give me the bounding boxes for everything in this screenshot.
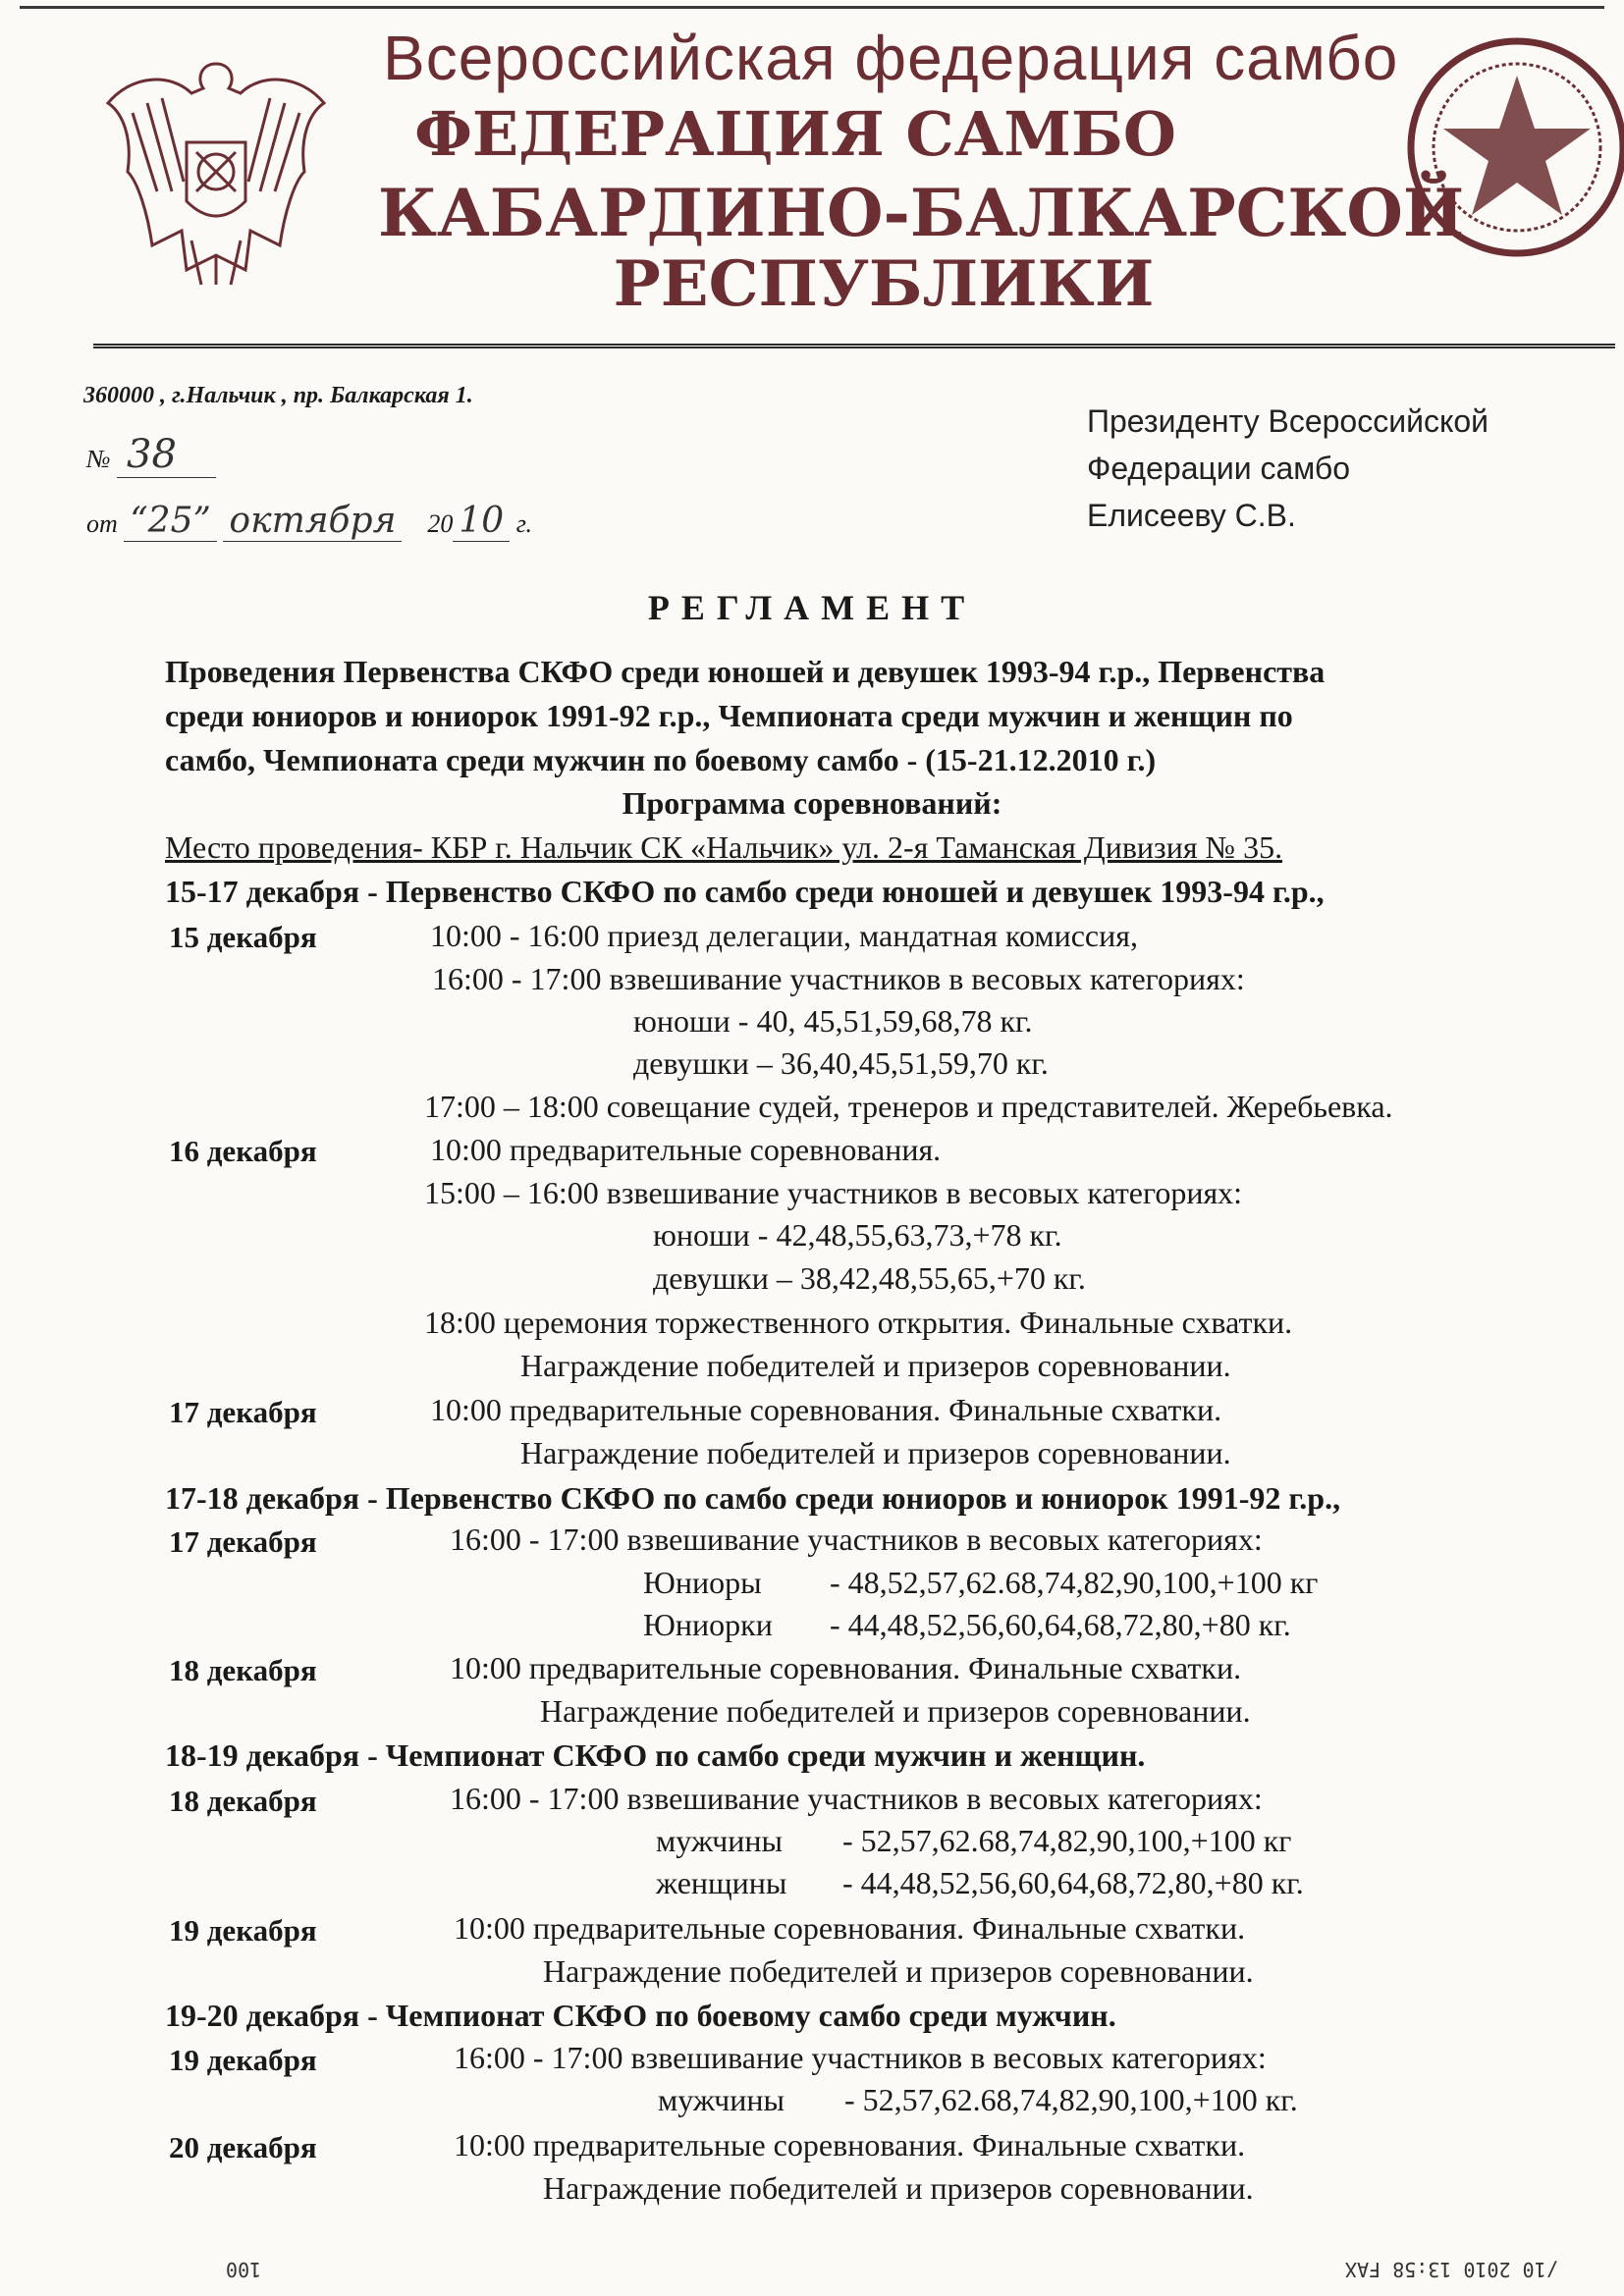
day-label: 15 декабря bbox=[169, 920, 317, 954]
schedule-line: Награждение победителей и призеров соревновании. bbox=[520, 1348, 1231, 1383]
weight-row-value: - 52,57,62.68,74,82,90,100,+100 кг bbox=[842, 1823, 1292, 1858]
schedule-line: Награждение победителей и призеров соревновании. bbox=[543, 1953, 1254, 1989]
schedule-line: 10:00 - 16:00 приезд делегации, мандатная комиссия, bbox=[430, 918, 1138, 953]
subtitle-line1: Проведения Первенства СКФО среди юношей и девушек 1993-94 г.р., Первенства bbox=[165, 654, 1326, 689]
number-label: № bbox=[86, 445, 111, 473]
schedule-line: 10:00 предварительные соревнования. bbox=[430, 1132, 942, 1167]
schedule-line: 17:00 – 18:00 совещание судей, тренеров и представителей. Жеребьевка. bbox=[424, 1089, 1393, 1124]
eagle-coat-of-arms-icon bbox=[93, 44, 339, 290]
section-head: 15-17 декабря - Первенство СКФО по самбо среди юношей и девушек 1993-94 г.р., bbox=[165, 874, 1325, 909]
date-day: “25” bbox=[124, 501, 217, 542]
schedule-line: Награждение победителей и призеров соревновании. bbox=[540, 1693, 1251, 1729]
schedule-line: 10:00 предварительные соревнования. Финальные схватки. bbox=[454, 1910, 1246, 1946]
fax-footer-left: 100 bbox=[226, 2258, 262, 2281]
date-year-suffix: 10 bbox=[453, 501, 510, 542]
addressee-line2: Федерации самбо bbox=[1087, 451, 1351, 486]
schedule-line: 16:00 - 17:00 взвешивание участников в весовых категориях: bbox=[450, 1522, 1263, 1557]
section-head: 19-20 декабря - Чемпионат СКФО по боевому самбо среди мужчин. bbox=[165, 1998, 1116, 2033]
weight-line: юноши - 40, 45,51,59,68,78 кг. bbox=[633, 1003, 1033, 1039]
subtitle-line2: среди юниоров и юниорок 1991-92 г.р., Чемпионата среди мужчин и женщин по bbox=[165, 698, 1293, 733]
day-label: 17 декабря bbox=[169, 1524, 317, 1559]
weight-row-value: - 44,48,52,56,60,64,68,72,80,+80 кг. bbox=[830, 1607, 1291, 1642]
schedule-line: 15:00 – 16:00 взвешивание участников в весовых категориях: bbox=[424, 1175, 1243, 1210]
weight-row bbox=[656, 1823, 1291, 1859]
weight-line: юноши - 42,48,55,63,73,+78 кг. bbox=[653, 1217, 1062, 1253]
day-label: 18 декабря bbox=[169, 1653, 317, 1687]
weight-row-label: Юниоры bbox=[643, 1565, 762, 1600]
day-label: 20 декабря bbox=[169, 2130, 317, 2164]
addressee-line3: Елисееву С.В. bbox=[1087, 498, 1296, 533]
day-label: 17 декабря bbox=[169, 1395, 317, 1429]
number-value: 38 bbox=[117, 432, 216, 478]
section-head: 17-18 декабря - Первенство СКФО по самбо среди юниоров и юниорок 1991-92 г.р., bbox=[165, 1480, 1341, 1516]
date-suffix: г. bbox=[515, 509, 533, 538]
weight-row bbox=[658, 2082, 1298, 2118]
date-prefix: от bbox=[86, 509, 118, 538]
date-month: октября bbox=[223, 501, 402, 542]
subtitle-line3: самбо, Чемпионата среди мужчин по боевому самбо - (15-21.12.2010 г.) bbox=[165, 742, 1157, 777]
weight-row-label: женщины bbox=[656, 1865, 787, 1900]
weight-row-value: - 48,52,57,62.68,74,82,90,100,+100 кг bbox=[830, 1565, 1319, 1600]
weight-row-value: - 52,57,62.68,74,82,90,100,+100 кг. bbox=[844, 2082, 1298, 2117]
schedule-line: 10:00 предварительные соревнования. Финальные схватки. bbox=[454, 2127, 1246, 2163]
fax-footer-right: /10 2010 13:58 FAX bbox=[1345, 2258, 1558, 2281]
schedule-line: Награждение победителей и призеров соревновании. bbox=[543, 2170, 1254, 2206]
weight-line: девушки – 38,42,48,55,65,+70 кг. bbox=[653, 1260, 1086, 1296]
schedule-line: 18:00 церемония торжественного открытия. Финальные схватки. bbox=[424, 1305, 1293, 1340]
schedule-line: Награждение победителей и призеров соревновании. bbox=[520, 1435, 1231, 1470]
section-head: 18-19 декабря - Чемпионат СКФО по самбо среди мужчин и женщин. bbox=[165, 1737, 1146, 1773]
weight-row bbox=[643, 1607, 1291, 1643]
schedule-line: 16:00 - 17:00 взвешивание участников в весовых категориях: bbox=[450, 1781, 1263, 1816]
day-label: 19 декабря bbox=[169, 1913, 317, 1948]
schedule-line: 10:00 предварительные соревнования. Финальные схватки. bbox=[430, 1392, 1222, 1427]
weight-row bbox=[643, 1565, 1318, 1601]
day-label: 16 декабря bbox=[169, 1134, 317, 1168]
document-subtitle bbox=[165, 650, 1589, 782]
letterhead-line4: РЕСПУБЛИКИ bbox=[613, 247, 1155, 321]
weight-row bbox=[656, 1865, 1304, 1901]
schedule-line: 16:00 - 17:00 взвешивание участников в весовых категориях: bbox=[432, 961, 1245, 996]
venue: Место проведения- КБР г. Нальчик СК «Нальчик» ул. 2-я Таманская Дивизия № 35. bbox=[165, 829, 1283, 865]
schedule-line: 16:00 - 17:00 взвешивание участников в весовых категориях: bbox=[454, 2040, 1267, 2075]
outgoing-date bbox=[86, 501, 532, 541]
weight-line: девушки – 36,40,45,51,59,70 кг. bbox=[633, 1045, 1049, 1081]
program-title: Программа соревнований: bbox=[622, 785, 1002, 821]
outgoing-number bbox=[86, 432, 216, 477]
weight-row-value: - 44,48,52,56,60,64,68,72,80,+80 кг. bbox=[842, 1865, 1304, 1900]
weight-row-label: мужчины bbox=[656, 1823, 783, 1858]
date-year-prefix: 20 bbox=[427, 509, 454, 538]
addressee-line1: Президенту Всероссийской bbox=[1087, 403, 1489, 439]
sender-address: 360000 , г.Нальчик , пр. Балкарская 1. bbox=[83, 383, 473, 408]
weight-row-label: мужчины bbox=[658, 2082, 785, 2117]
letterhead-line2: ФЕДЕРАЦИЯ САМБО bbox=[414, 98, 1176, 170]
day-label: 19 декабря bbox=[169, 2043, 317, 2077]
day-label: 18 декабря bbox=[169, 1784, 317, 1818]
schedule-line: 10:00 предварительные соревнования. Финальные схватки. bbox=[450, 1650, 1242, 1685]
document-title: РЕГЛАМЕНТ bbox=[647, 588, 977, 627]
letterhead-line1: Всероссийская федерация самбо bbox=[383, 23, 1399, 93]
top-rule bbox=[20, 6, 1604, 9]
addressee-block bbox=[1087, 398, 1489, 539]
weight-row-label: Юниорки bbox=[643, 1607, 773, 1642]
letterhead-rule bbox=[93, 344, 1615, 348]
letterhead-line3: КАБАРДИНО-БАЛКАРСКОЙ bbox=[378, 175, 1465, 251]
